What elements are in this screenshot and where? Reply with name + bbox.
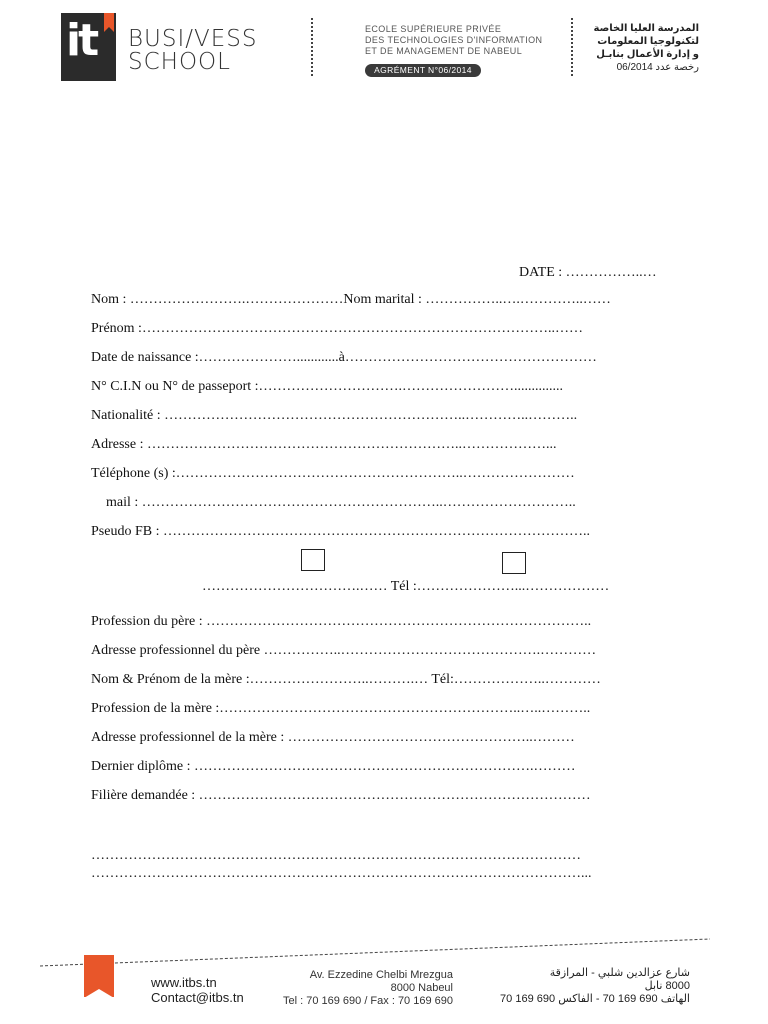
- school-fr-line-3: ET DE MANAGEMENT DE NABEUL: [365, 46, 523, 56]
- school-name-french: [365, 24, 542, 57]
- blank-line-2: ……………………………………………………………………………………………...: [91, 866, 592, 881]
- field-profession-pere: Profession du père : ………………………………………………………………………..: [91, 614, 592, 629]
- field-profession-mere: Profession de la mère :………………………………………………………..…..………..: [91, 701, 591, 716]
- school-ar-line-2: لتكنولوجيا المعلومات: [597, 36, 699, 47]
- field-pere-tel: …………………………….…… Tél :…………………...………………: [202, 579, 610, 594]
- field-date: DATE : ……………..…: [519, 265, 657, 280]
- footer-address-line-1: Av. Ezzedine Chelbi Mrezgua: [309, 969, 453, 981]
- field-dernier-diplome: Dernier diplôme : ……………………………………………………………….………: [91, 759, 576, 774]
- field-adresse-mere: Adresse professionnel de la mère : ……………………………………………..………: [91, 730, 575, 745]
- field-cin-passeport: N° C.I.N ou N° de passeport :………………………….……………………..............: [91, 379, 564, 394]
- footer-web-contact: [151, 975, 244, 1005]
- footer-ar-line-3: الهاتف 690 169 70 - الفاكس 690 169 70: [500, 993, 690, 1005]
- field-nom: Nom : …………………….…………………Nom marital : ……………..….…………..……: [91, 292, 611, 307]
- field-mail: mail : ………………………………………………………..………………………..: [106, 495, 576, 510]
- header-divider-left: [311, 18, 313, 76]
- logo-wordmark: [128, 28, 258, 74]
- school-fr-line-1: ECOLE SUPÉRIEURE PRIVÉE: [365, 24, 502, 34]
- footer-ar-line-1: شارع عزالدين شلبي - المرازقة: [549, 967, 690, 979]
- field-nationalite: Nationalité : ………………………………………………………..…………..………..: [91, 408, 578, 423]
- field-adresse-pere: Adresse professionnel du père ……………..…………………………………….…………: [91, 643, 597, 658]
- logo-it-text: it: [66, 15, 97, 66]
- field-prenom: Prénom :……………………………………………………………………………..……: [91, 321, 583, 336]
- field-pseudo-fb: Pseudo FB : ………………………………………………………………………………..: [91, 524, 590, 539]
- bookmark-flag-icon: [104, 13, 114, 27]
- checkbox-left[interactable]: [301, 549, 325, 571]
- logo-line-business: BUSI/VESS: [128, 26, 258, 52]
- field-telephone: Téléphone (s) :……………………………………………………..……………………: [91, 466, 575, 481]
- footer-phones: Tel : 70 169 690 / Fax : 70 169 690: [282, 995, 453, 1007]
- footer-address-arabic: [500, 967, 690, 1006]
- field-adresse: Adresse : …………………………………………………………..………………...: [91, 437, 557, 452]
- agrement-badge: AGRÉMENT N°06/2014: [365, 64, 481, 77]
- school-name-arabic: [594, 22, 700, 74]
- footer-email-link[interactable]: Contact@itbs.tn: [151, 990, 244, 1005]
- header-divider-right: [571, 18, 573, 76]
- blank-line-1: ……………………………………………………………………………………………: [91, 848, 581, 863]
- footer-address-line-2: 8000 Nabeul: [390, 982, 453, 994]
- footer-address: [275, 969, 453, 1008]
- school-ar-line-3: و إدارة الأعمال بنابـل: [596, 49, 699, 60]
- footer-website-link[interactable]: www.itbs.tn: [151, 975, 217, 990]
- school-ar-line-4: رخصة عدد 06/2014: [616, 62, 699, 73]
- footer-bookmark-icon: [84, 955, 114, 997]
- itbs-logo-mark: [61, 13, 116, 81]
- footer-ar-line-2: 8000 نابل: [644, 980, 690, 992]
- logo-line-school: SCHOOL: [128, 49, 231, 75]
- checkbox-right[interactable]: [502, 552, 526, 574]
- school-fr-line-2: DES TECHNOLOGIES D'INFORMATION: [365, 35, 543, 45]
- field-date-naissance: Date de naissance :…………………............à………………………………………………: [91, 350, 597, 365]
- field-nom-mere: Nom & Prénom de la mère :……………………..……….… Tél:………………..…………: [91, 672, 601, 687]
- school-ar-line-1: المدرسة العليا الخاصة: [593, 23, 699, 34]
- field-filiere: Filière demandée : …………………………………………………………………………: [91, 788, 591, 803]
